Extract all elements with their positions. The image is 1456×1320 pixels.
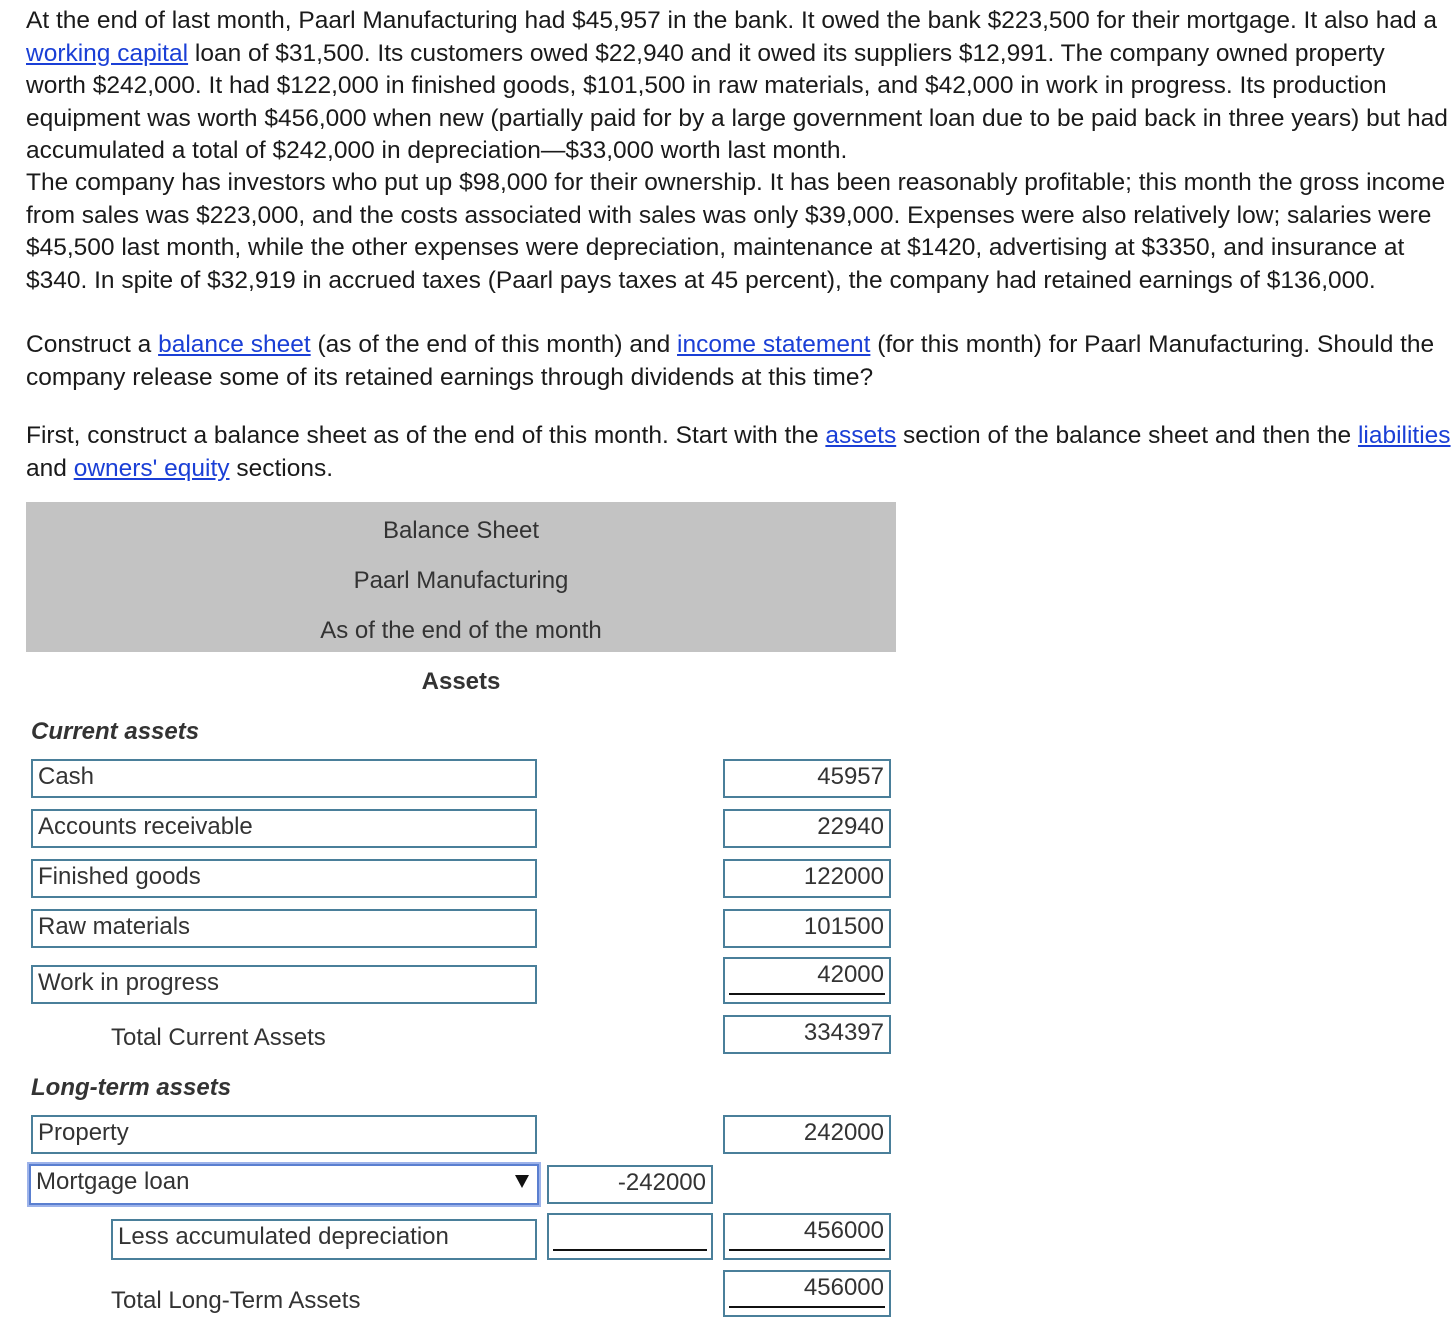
raw-materials-label-field[interactable]: Raw materials <box>31 909 537 948</box>
company-name: Paarl Manufacturing <box>353 567 569 594</box>
long-term-assets-heading: Long-term assets <box>31 1074 232 1101</box>
finished-goods-label-field[interactable]: Finished goods <box>31 859 537 898</box>
less-depreciation-label-field[interactable]: Less accumulated depreciation <box>111 1219 537 1260</box>
balance-sheet-header <box>26 502 896 652</box>
finished-goods-value-field[interactable]: 122000 <box>723 859 891 898</box>
total-current-assets-field[interactable]: 334397 <box>723 1015 891 1054</box>
property-value-field[interactable]: 242000 <box>723 1115 891 1154</box>
total-long-term-assets-field[interactable]: 456000 <box>723 1270 891 1317</box>
less-depreciation-value-field[interactable] <box>547 1213 713 1260</box>
work-in-progress-value-field[interactable]: 42000 <box>723 957 891 1004</box>
total-long-term-assets-label: Total Long-Term Assets <box>111 1287 361 1314</box>
glossary-link-liabilities[interactable]: liabilities <box>1357 422 1451 449</box>
total-current-assets-label: Total Current Assets <box>111 1024 326 1051</box>
property-label-field[interactable]: Property <box>31 1115 537 1154</box>
sheet-title: Balance Sheet <box>382 517 540 544</box>
glossary-link-working-capital[interactable]: working capital <box>26 39 189 67</box>
accounts-receivable-label-field[interactable]: Accounts receivable <box>31 809 537 848</box>
glossary-link-owners-equity[interactable]: owners' equity <box>73 454 230 482</box>
account-dropdown-value: Mortgage loan <box>36 1168 190 1195</box>
sheet-date: As of the end of the month <box>320 617 602 644</box>
net-equipment-value-field[interactable]: 456000 <box>723 1213 891 1260</box>
work-in-progress-label-field[interactable]: Work in progress <box>31 965 537 1004</box>
cash-value-field[interactable]: 45957 <box>723 759 891 798</box>
cash-label-field[interactable]: Cash <box>31 759 537 798</box>
raw-materials-value-field[interactable]: 101500 <box>723 909 891 948</box>
problem-paragraph-2: The company has investors who put up $98,000 for their ownership. It has been reasonably profitable; this month the gross income from sales was $223,000, and the costs associated with sales was only $39,000. Expenses were also relatively low; salaries were $45,500 last month, while the other expenses were depreciation, maintenance at $1420, advertising at $3350, and insurance at $340. In spite of $32,919 in accrued taxes (Paarl pays taxes at 45 percent), the company had retained earnings of $136,000. <box>26 169 1446 294</box>
accounts-receivable-value-field[interactable]: 22940 <box>723 809 891 848</box>
glossary-link-assets[interactable]: assets <box>825 422 897 449</box>
problem-paragraph-3: Construct a balance sheet (as of the end of this month) and income statement (for this month) for Paarl Manufacturing. Should the company release some of its retained earnings through dividends at this time? <box>26 331 1435 391</box>
account-dropdown[interactable] <box>29 1164 539 1205</box>
current-assets-heading: Current assets <box>31 718 200 745</box>
dropdown-amount-field[interactable]: -242000 <box>547 1165 713 1204</box>
dropdown-arrow-icon[interactable] <box>515 1175 529 1188</box>
glossary-link-balance-sheet[interactable]: balance sheet <box>158 331 311 358</box>
instruction-paragraph: First, construct a balance sheet as of the end of this month. Start with the assets section of the balance sheet and then the liabilities and owners' equity sections. <box>26 422 1451 482</box>
glossary-link-income-statement[interactable]: income statement <box>677 331 871 358</box>
assets-heading: Assets <box>421 668 501 695</box>
problem-paragraph-1: At the end of last month, Paarl Manufacturing had $45,957 in the bank. It owed the bank $223,500 for their mortgage. It also had a working capital loan of $31,500. Its customers owed $22,940 and it owed its suppliers $12,991. The company owned property worth $242,000. It had $122,000 in finished goods, $101,500 in raw materials, and $42,000 in work in progress. Its production equipment was worth $456,000 when new (partially paid for by a large government loan due to be paid back in three years) but had accumulated a total of $242,000 in depreciation—$33,000 worth last month. <box>26 7 1448 164</box>
